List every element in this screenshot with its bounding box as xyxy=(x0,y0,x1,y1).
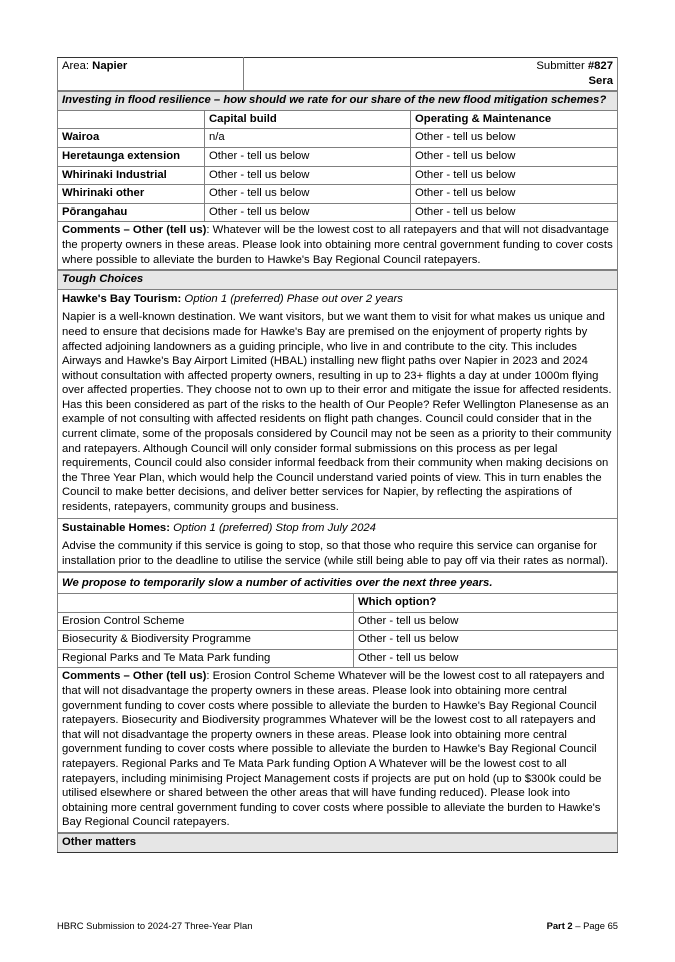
capital-choice: Other - tell us below xyxy=(205,166,411,185)
scheme-name: Whirinaki other xyxy=(58,185,205,204)
opex-choice: Other - tell us below xyxy=(411,166,618,185)
homes-label: Sustainable Homes: xyxy=(62,521,170,534)
table-row xyxy=(58,649,618,668)
footer-doc-title: HBRC Submission to 2024-27 Three-Year Plan xyxy=(57,920,253,931)
tourism-block xyxy=(58,289,618,518)
other-matters-table xyxy=(57,833,618,853)
capital-choice: n/a xyxy=(205,129,411,148)
submitter-label: Submitter xyxy=(536,60,585,72)
activity-option: Other - tell us below xyxy=(354,631,618,650)
opex-choice: Other - tell us below xyxy=(411,129,618,148)
page-footer xyxy=(57,920,618,931)
submitter-number: #827 xyxy=(587,60,613,72)
area-label: Area: xyxy=(62,60,90,72)
flood-comments xyxy=(58,222,618,270)
flood-col-capital: Capital build xyxy=(205,110,411,129)
slow-col-option: Which option? xyxy=(354,594,618,613)
table-row xyxy=(58,203,618,222)
activity-name: Regional Parks and Te Mata Park funding xyxy=(58,649,354,668)
submitter-name: Sera xyxy=(588,74,613,87)
table-row xyxy=(58,185,618,204)
table-row xyxy=(58,166,618,185)
submission-page xyxy=(57,57,618,853)
activity-option: Other - tell us below xyxy=(354,612,618,631)
table-row xyxy=(58,631,618,650)
slow-comments-text: : Erosion Control Scheme Whatever will be the lowest cost to all ratepayers and that will not disadvantage the property owners in these areas. Please look into obtaining more central government funding to cover costs where possible to alleviate the burden to Hawke's Bay Regional Council ratepayers. Biosecurity and Biodiversity programmes Whatever will be the lowest cost to all ratepayers and that will not disadvantage the property owners in these areas. Please look into obtaining more central government funding to cover costs where possible to alleviate the burden to Hawke's Bay Regional Council ratepayers. Regional Parks and Te Mata Park funding Option A Whatever will be the lowest cost to all ratepayers, including minimising Project Management costs if projects are put on hold (up to $300k could be utilised elsewhere or shared between the other areas that will have funding reduced). Please look into obtaining more central government funding to cover costs where possible to alleviate the burden to Hawke's Bay Regional Council ratepayers. xyxy=(62,670,605,829)
slow-header-empty xyxy=(58,594,354,613)
flood-comments-text: : Whatever will be the lowest cost to all ratepayers and that will not disadvantage the property owners in these areas. Please look into obtaining more central government funding to cover costs where possible to alleviate the burden to Hawke's Bay Regional Council ratepayers. xyxy=(62,224,613,266)
activity-name: Erosion Control Scheme xyxy=(58,612,354,631)
table-row xyxy=(58,147,618,166)
slow-activities-table xyxy=(57,572,618,833)
scheme-name: Heretaunga extension xyxy=(58,147,205,166)
table-row xyxy=(58,129,618,148)
capital-choice: Other - tell us below xyxy=(205,185,411,204)
slow-section-title: We propose to temporarily slow a number of activities over the next three years. xyxy=(58,573,618,594)
capital-choice: Other - tell us below xyxy=(205,147,411,166)
flood-resilience-table xyxy=(57,91,618,270)
footer-part: Part 2 xyxy=(546,920,573,931)
homes-block xyxy=(58,518,618,572)
tourism-option: Option 1 (preferred) Phase out over 2 years xyxy=(184,292,403,305)
footer-page-number: – Page 65 xyxy=(572,920,618,931)
area-cell xyxy=(58,58,244,91)
flood-section-title: Investing in flood resilience – how should we rate for our share of the new flood mitigation schemes? xyxy=(58,92,618,111)
scheme-name: Wairoa xyxy=(58,129,205,148)
activity-name: Biosecurity & Biodiversity Programme xyxy=(58,631,354,650)
opex-choice: Other - tell us below xyxy=(411,147,618,166)
tough-choices-title: Tough Choices xyxy=(58,271,618,290)
scheme-name: Pōrangahau xyxy=(58,203,205,222)
scheme-name: Whirinaki Industrial xyxy=(58,166,205,185)
area-value: Napier xyxy=(92,60,128,72)
submission-header-table xyxy=(57,57,618,91)
flood-header-empty xyxy=(58,110,205,129)
tourism-text: Napier is a well-known destination. We want visitors, but we want them to visit for what makes us unique and need to ensure that decisions made for Hawke's Bay are premised on the enjoyment of property rights by affected adjoining landowners as a guiding principle, who live in and contribute to the city. This includes Airways and Hawke's Bay Airport Limited (HBAL) installing new flight paths over Napier in 2023 and 2024 without consultation with affected property owners, resulting in up to 23+ flights a day at under 1000m flying over affected properties. They choose not to own up to their error and mitigate the issue for affected residents. Has this been considered as part of the risks to the health of Our People? Refer Wellington Planesense as an example of not consulting with affected residents on flight path changes. Council could consider that in the current climate, some of the proposals considered by Council may not be seen as a priority to their community and ratepayers. Although Council will only consider formal submissions on this process as per legal requirements, Council could also consider informal feedback from their community when making decisions on the Three Year Plan, which would help the Council understand varied points of view. This in turn enables the Council to make better decisions, and deliver better services for Napier, by reflecting the aspirations of residents, ratepayers, community groups and business. xyxy=(62,311,612,514)
opex-choice: Other - tell us below xyxy=(411,185,618,204)
flood-col-opex: Operating & Maintenance xyxy=(411,110,618,129)
submitter-cell xyxy=(244,58,618,91)
capital-choice: Other - tell us below xyxy=(205,203,411,222)
tourism-label: Hawke's Bay Tourism: xyxy=(62,292,182,305)
table-row xyxy=(58,612,618,631)
homes-option: Option 1 (preferred) Stop from July 2024 xyxy=(173,521,376,534)
opex-choice: Other - tell us below xyxy=(411,203,618,222)
other-matters-title: Other matters xyxy=(58,833,618,852)
homes-text: Advise the community if this service is going to stop, so that those who require this service can organise for installation prior to the deadline to utilise the service (while still being able to pay off via their rates as normal). xyxy=(62,540,609,567)
slow-comments xyxy=(58,668,618,833)
tough-choices-table xyxy=(57,270,618,572)
activity-option: Other - tell us below xyxy=(354,649,618,668)
slow-comments-label: Comments – Other (tell us) xyxy=(62,670,207,683)
flood-comments-label: Comments – Other (tell us) xyxy=(62,224,207,237)
footer-page-info xyxy=(547,920,618,931)
